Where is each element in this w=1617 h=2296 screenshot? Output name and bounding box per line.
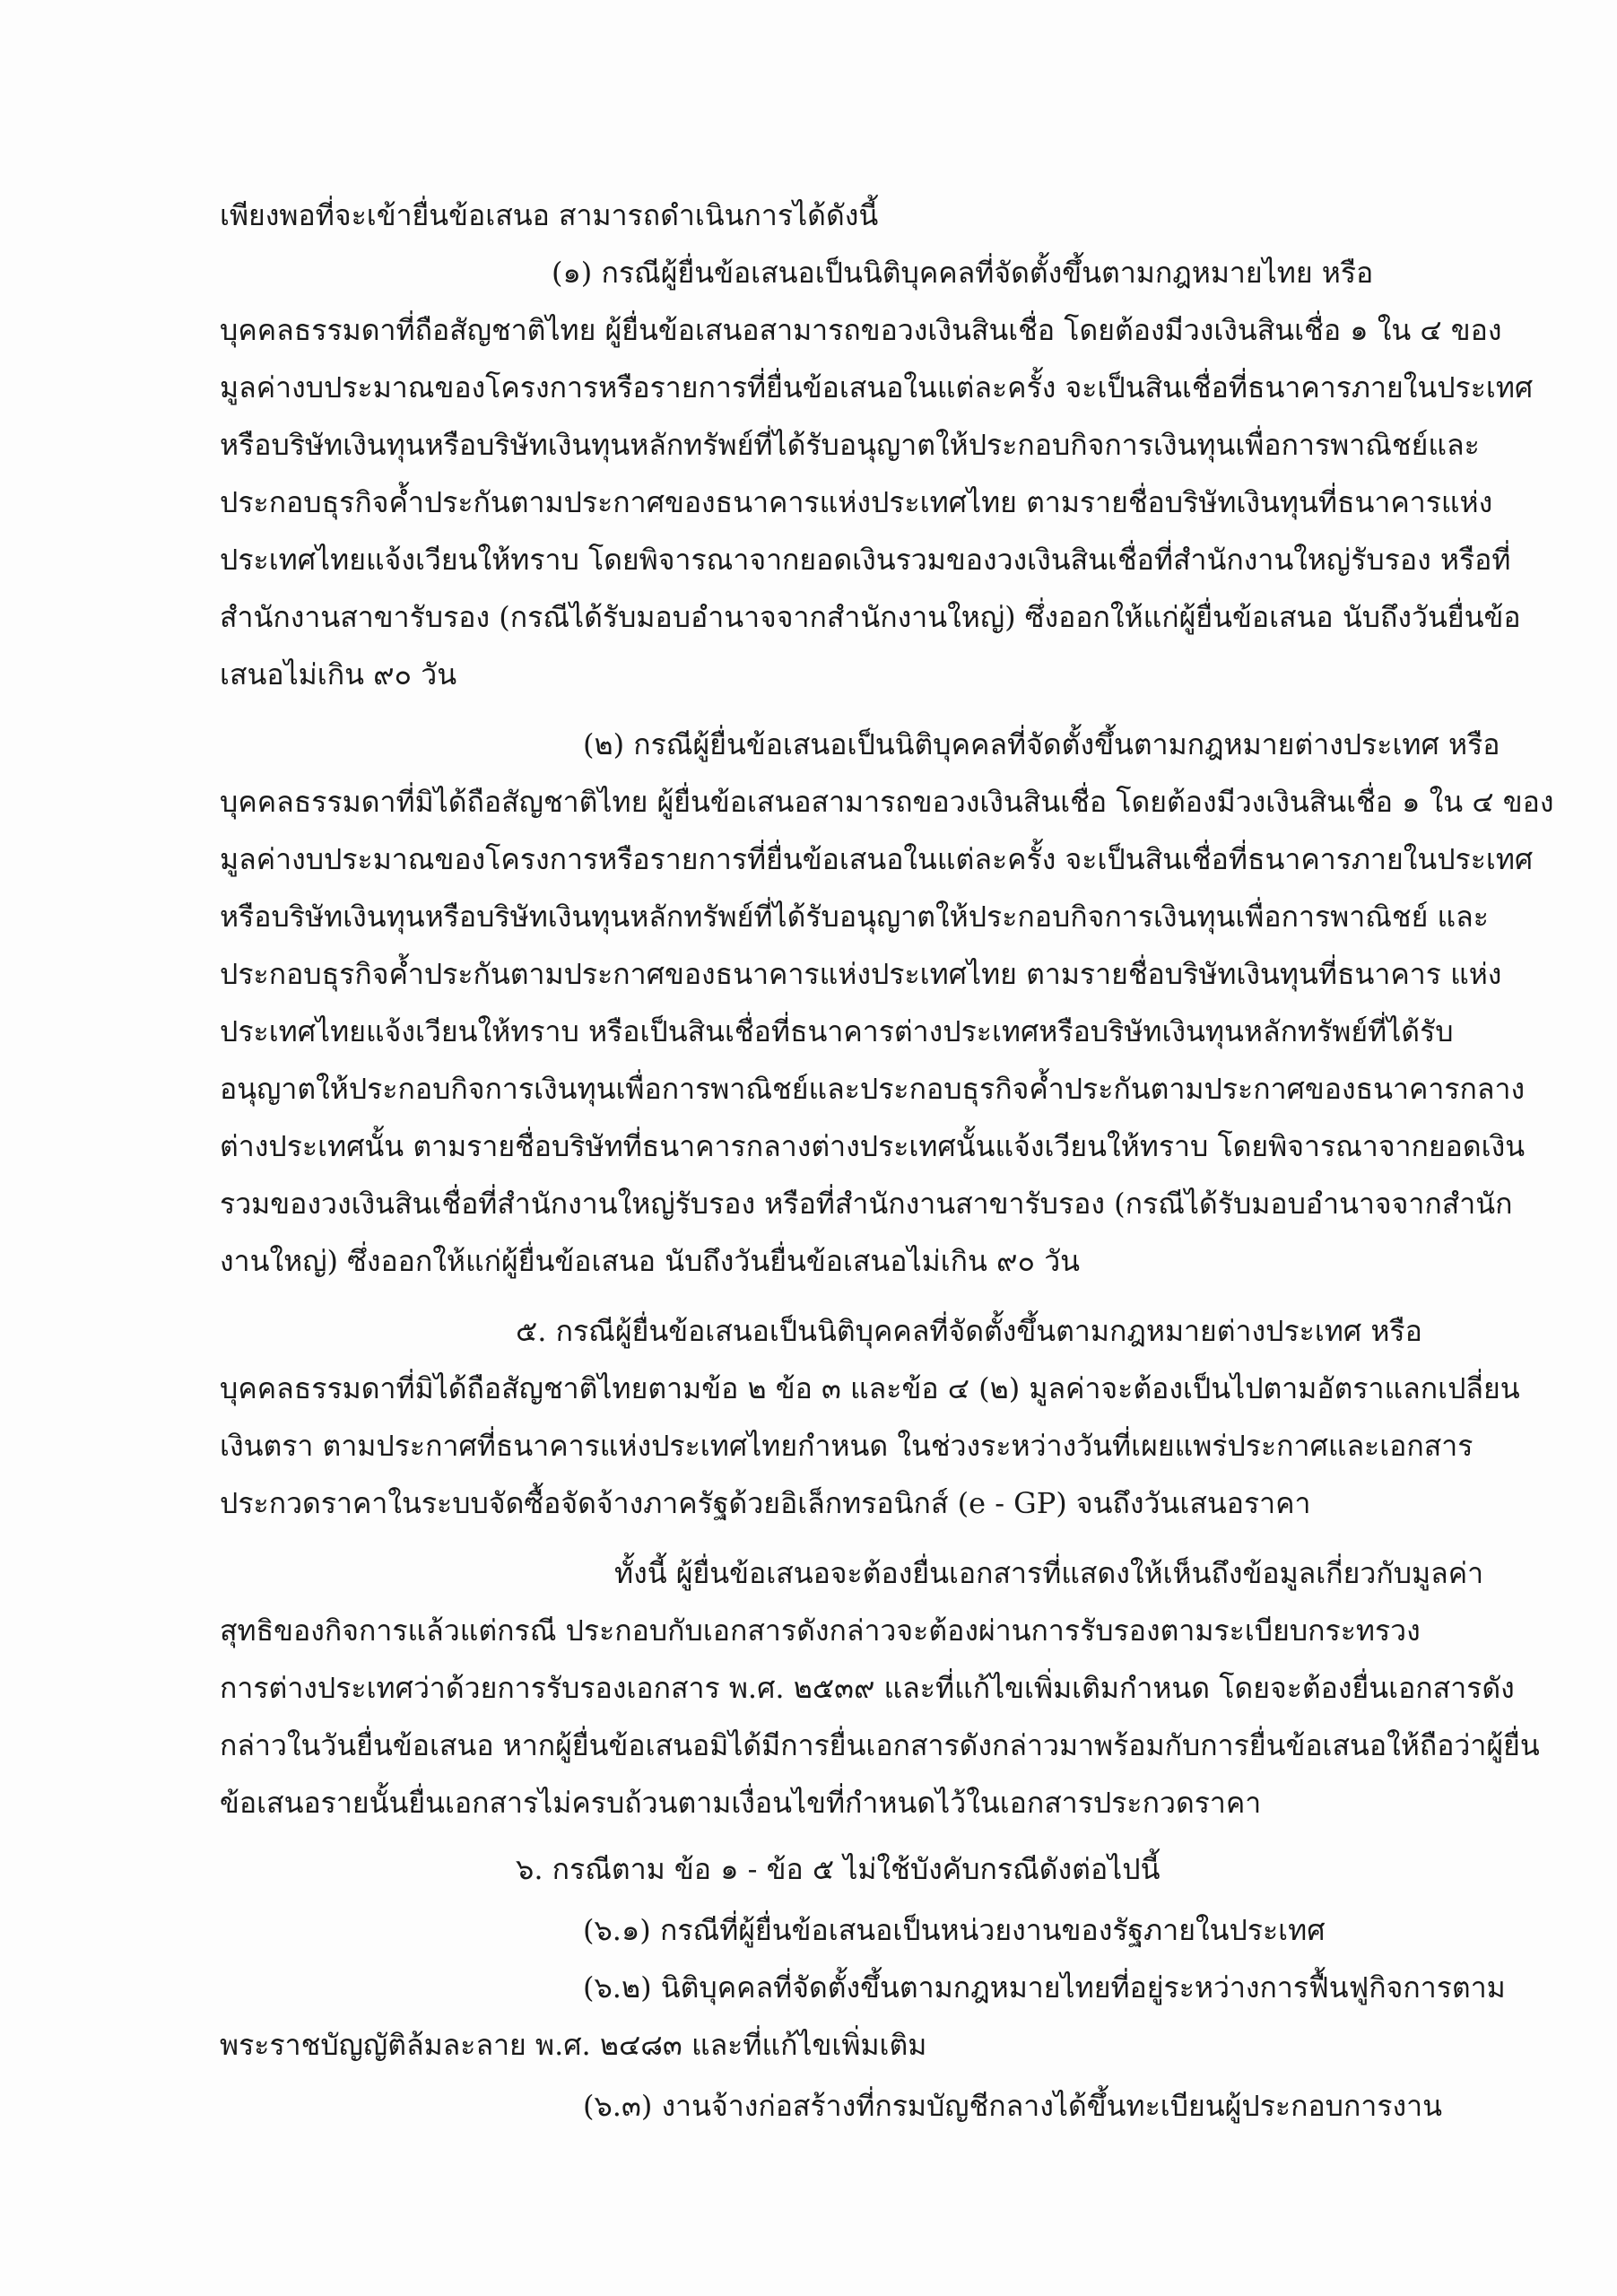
text-line: ๖. กรณีตาม ข้อ ๑ - ข้อ ๕ ไม่ใช้บังคับกรณีดังต่อไปนี้ (516, 1852, 1161, 1886)
text-line: งานใหญ่) ซึ่งออกให้แก่ผู้ยื่นข้อเสนอ นับถึงวันยื่นข้อเสนอไม่เกิน ๙๐ วัน (220, 1244, 1081, 1278)
text-line: (๒) กรณีผู้ยื่นข้อเสนอเป็นนิติบุคคลที่จัดตั้งขึ้นตามกฎหมายต่างประเทศ หรือ (583, 727, 1500, 761)
text-line: ประกวดราคาในระบบจัดซื้อจัดจ้างภาครัฐด้วยอิเล็กทรอนิกส์ (e - GP) จนถึงวันเสนอราคา (220, 1486, 1311, 1520)
text-line: สุทธิของกิจการแล้วแต่กรณี ประกอบกับเอกสารดังกล่าวจะต้องผ่านการรับรองตามระเบียบกระทรวง (220, 1613, 1421, 1648)
text-line: หรือบริษัทเงินทุนหรือบริษัทเงินทุนหลักทรัพย์ที่ได้รับอนุญาตให้ประกอบกิจการเงินทุนเพื่อการพาณิชย์และ (220, 428, 1480, 462)
text-line: สำนักงานสาขารับรอง (กรณีได้รับมอบอำนาจจากสำนักงานใหญ่) ซึ่งออกให้แก่ผู้ยื่นข้อเสนอ นับถึงวันยื่นข้อ (220, 600, 1521, 634)
text-line: (๖.๑) กรณีที่ผู้ยื่นข้อเสนอเป็นหน่วยงานของรัฐภายในประเทศ (583, 1913, 1326, 1947)
text-line: เสนอไม่เกิน ๙๐ วัน (220, 657, 457, 691)
text-line: หรือบริษัทเงินทุนหรือบริษัทเงินทุนหลักทรัพย์ที่ได้รับอนุญาตให้ประกอบกิจการเงินทุนเพื่อการพาณิชย์ และ (220, 900, 1489, 934)
text-line: ประกอบธุรกิจค้ำประกันตามประกาศของธนาคารแห่งประเทศไทย ตามรายชื่อบริษัทเงินทุนที่ธนาคารแห่ง (220, 485, 1493, 519)
text-line: ข้อเสนอรายนั้นยื่นเอกสารไม่ครบถ้วนตามเงื่อนไขที่กำหนดไว้ในเอกสารประกวดราคา (220, 1786, 1262, 1820)
text-line: รวมของวงเงินสินเชื่อที่สำนักงานใหญ่รับรอง หรือที่สำนักงานสาขารับรอง (กรณีได้รับมอบอำนาจจากสำนัก (220, 1187, 1513, 1221)
text-line: ประเทศไทยแจ้งเวียนให้ทราบ โดยพิจารณาจากยอดเงินรวมของวงเงินสินเชื่อที่สำนักงานใหญ่รับรอง หรือที่ (220, 543, 1511, 577)
text-line: บุคคลธรรมดาที่ถือสัญชาติไทย ผู้ยื่นข้อเสนอสามารถขอวงเงินสินเชื่อ โดยต้องมีวงเงินสินเชื่อ ๑ ใน ๔ ของ (220, 313, 1502, 347)
text-line: เพียงพอที่จะเข้ายื่นข้อเสนอ สามารถดำเนินการได้ดังนี้ (220, 198, 879, 232)
text-line: เงินตรา ตามประกาศที่ธนาคารแห่งประเทศไทยกำหนด ในช่วงระหว่างวันที่เผยแพร่ประกาศและเอกสาร (220, 1429, 1474, 1463)
text-line: (๑) กรณีผู้ยื่นข้อเสนอเป็นนิติบุคคลที่จัดตั้งขึ้นตามกฎหมายไทย หรือ (552, 256, 1374, 290)
text-line: ประเทศไทยแจ้งเวียนให้ทราบ หรือเป็นสินเชื่อที่ธนาคารต่างประเทศหรือบริษัทเงินทุนหลักทรัพย์ที่ได้รับ (220, 1014, 1454, 1048)
text-line: พระราชบัญญัติล้มละลาย พ.ศ. ๒๔๘๓ และที่แก้ไขเพิ่มเติม (220, 2028, 927, 2062)
text-line: (๖.๒) นิติบุคคลที่จัดตั้งขึ้นตามกฎหมายไทยที่อยู่ระหว่างการฟื้นฟูกิจการตาม (583, 1970, 1506, 2005)
text-line: (๖.๓) งานจ้างก่อสร้างที่กรมบัญชีกลางได้ขึ้นทะเบียนผู้ประกอบการงาน (583, 2089, 1442, 2123)
text-line: กล่าวในวันยื่นข้อเสนอ หากผู้ยื่นข้อเสนอมิได้มีการยื่นเอกสารดังกล่าวมาพร้อมกับการยื่นข้อเสนอให้ถือว่าผู้ยื่น (220, 1728, 1540, 1762)
text-line: อนุญาตให้ประกอบกิจการเงินทุนเพื่อการพาณิชย์และประกอบธุรกิจค้ำประกันตามประกาศของธนาคารกลาง (220, 1072, 1526, 1106)
text-line: มูลค่างบประมาณของโครงการหรือรายการที่ยื่นข้อเสนอในแต่ละครั้ง จะเป็นสินเชื่อที่ธนาคารภายในประเทศ (220, 842, 1534, 876)
text-line: ประกอบธุรกิจค้ำประกันตามประกาศของธนาคารแห่งประเทศไทย ตามรายชื่อบริษัทเงินทุนที่ธนาคาร แห่ง (220, 957, 1502, 991)
text-line: การต่างประเทศว่าด้วยการรับรองเอกสาร พ.ศ. ๒๕๓๙ และที่แก้ไขเพิ่มเติมกำหนด โดยจะต้องยื่นเอกสารดัง (220, 1671, 1515, 1705)
text-line: มูลค่างบประมาณของโครงการหรือรายการที่ยื่นข้อเสนอในแต่ละครั้ง จะเป็นสินเชื่อที่ธนาคารภายในประเทศ (220, 370, 1534, 404)
text-line: บุคคลธรรมดาที่มิได้ถือสัญชาติไทย ผู้ยื่นข้อเสนอสามารถขอวงเงินสินเชื่อ โดยต้องมีวงเงินสินเชื่อ ๑ ใน ๔ ของ (220, 785, 1554, 819)
text-line: ทั้งนี้ ผู้ยื่นข้อเสนอจะต้องยื่นเอกสารที่แสดงให้เห็นถึงข้อมูลเกี่ยวกับมูลค่า (614, 1556, 1484, 1590)
text-line: ๕. กรณีผู้ยื่นข้อเสนอเป็นนิติบุคคลที่จัดตั้งขึ้นตามกฎหมายต่างประเทศ หรือ (516, 1314, 1422, 1348)
text-line: บุคคลธรรมดาที่มิได้ถือสัญชาติไทยตามข้อ ๒ ข้อ ๓ และข้อ ๔ (๒) มูลค่าจะต้องเป็นไปตามอัตราแลกเปลี่ยน (220, 1371, 1520, 1405)
text-line: ต่างประเทศนั้น ตามรายชื่อบริษัทที่ธนาคารกลางต่างประเทศนั้นแจ้งเวียนให้ทราบ โดยพิจารณาจากยอดเงิน (220, 1129, 1526, 1163)
